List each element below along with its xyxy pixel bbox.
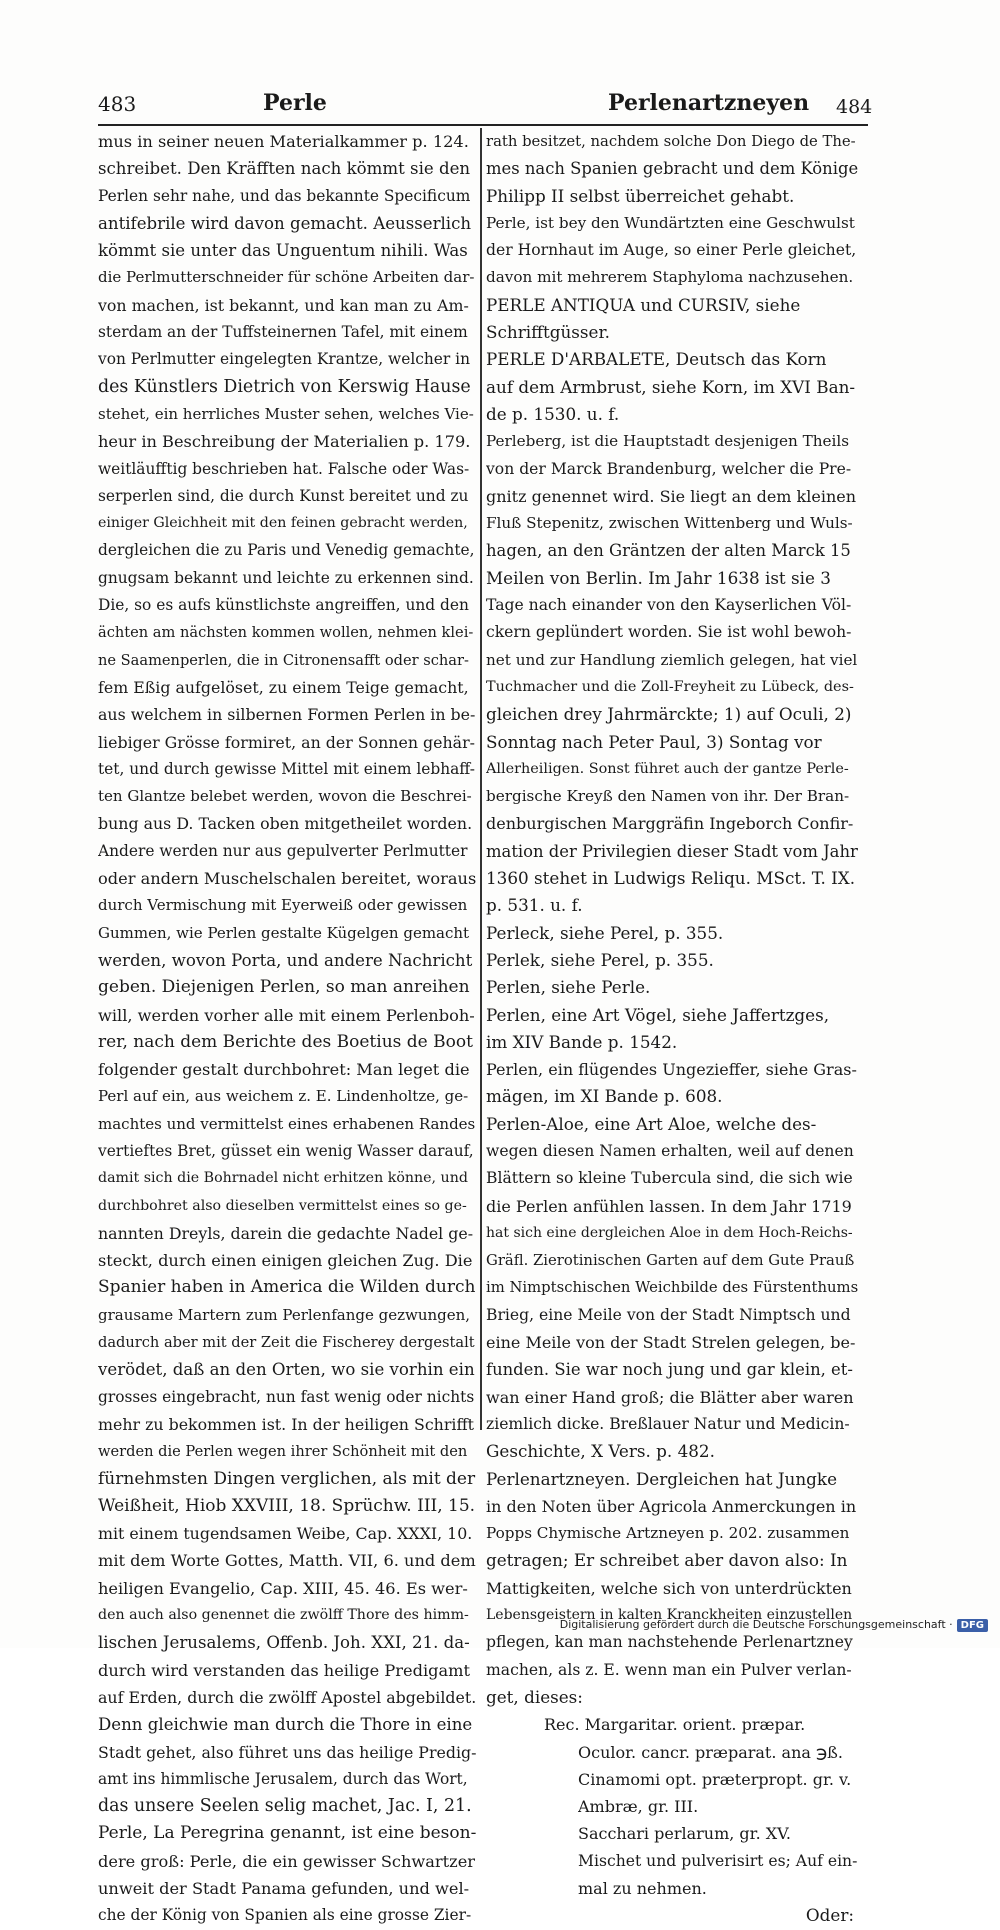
text-line: werden die Perlen wegen ihrer Schönheit mit den bbox=[98, 1443, 468, 1461]
text-line: mit einem tugendsamen Weibe, Cap. XXXI, 10. bbox=[98, 1524, 473, 1544]
text-line: dere groß: Perle, die ein gewisser Schwartzer bbox=[98, 1851, 476, 1871]
text-line: 1360 stehet in Ludwigs Reliqu. MSct. T. IX. bbox=[486, 868, 856, 889]
text-line: heiligen Evangelio, Cap. XIII, 45. 46. Es wer- bbox=[98, 1578, 468, 1598]
text-line: vertieftes Bret, güsset ein wenig Wasser darauf, bbox=[98, 1141, 474, 1160]
text-line: machen, als z. E. wenn man ein Pulver verlan- bbox=[486, 1660, 852, 1679]
text-line: stehet, ein herrliches Muster sehen, welches Vie- bbox=[98, 404, 474, 423]
text-line: Perlek, siehe Perel, p. 355. bbox=[486, 949, 714, 970]
text-line: folgender gestalt durchbohret: Man leget die bbox=[98, 1060, 470, 1080]
closing-line: Mischet und pulverisirt es; Auf ein- bbox=[578, 1851, 858, 1870]
text-line: Allerheiligen. Sonst führet auch der gantze Perle- bbox=[486, 760, 849, 777]
text-line: Weißheit, Hiob XXVIII, 18. Sprüchw. III, 15. bbox=[98, 1495, 476, 1516]
text-line: ten Glantze belebet werden, wovon die Beschrei- bbox=[98, 787, 472, 806]
text-line: im XIV Bande p. 1542. bbox=[486, 1031, 678, 1052]
text-line: Lebensgeistern in kalten Kranckheiten einzustellen bbox=[486, 1607, 853, 1624]
text-line: liebiger Grösse formiret, an der Sonnen gehär- bbox=[98, 732, 475, 752]
text-line: mehr zu bekommen ist. In der heiligen Schrifft bbox=[98, 1414, 475, 1434]
text-line: hagen, an den Gräntzen der alten Marck 15 bbox=[486, 541, 851, 561]
text-line: pflegen, kan man nachstehende Perlenartzney bbox=[486, 1633, 853, 1652]
header-rule bbox=[98, 124, 868, 126]
page-number-left: 483 bbox=[98, 92, 137, 116]
text-line: mation der Privilegien dieser Stadt vom Jahr bbox=[486, 841, 858, 861]
text-line: auf dem Armbrust, siehe Korn, im XVI Ban- bbox=[486, 376, 856, 397]
text-line: die Perlen anfühlen lassen. In dem Jahr 1719 bbox=[486, 1196, 852, 1216]
text-line: Perleck, siehe Perel, p. 355. bbox=[486, 922, 724, 943]
text-line: Geschichte, X Vers. p. 482. bbox=[486, 1441, 715, 1462]
text-line: grausame Martern zum Perlenfange gezwungen, bbox=[98, 1305, 471, 1324]
recipe-line: Rec. Margaritar. orient. præpar. bbox=[544, 1715, 806, 1735]
text-line: Perl auf ein, aus weichem z. E. Lindenholtze, ge- bbox=[98, 1087, 469, 1106]
text-line: bung aus D. Tacken oben mitgetheilet worden. bbox=[98, 814, 473, 834]
footer-text: Digitalisierung gefördert durch die Deutsche Forschungsgemeinschaft · bbox=[559, 1618, 953, 1631]
text-line: hat sich eine dergleichen Aloe in dem Hoch-Reichs- bbox=[486, 1224, 853, 1241]
text-line: kömmt sie unter das Unguentum nihili. Was bbox=[98, 241, 468, 261]
text-line: steckt, durch einen einigen gleichen Zug. Die bbox=[98, 1251, 473, 1271]
text-line: oder andern Muschelschalen bereitet, woraus bbox=[98, 869, 476, 889]
text-line: Blättern so kleine Tubercula sind, die sich wie bbox=[486, 1169, 853, 1188]
text-line: Philipp II selbst überreichet gehabt. bbox=[486, 185, 795, 206]
text-line: Popps Chymische Artzneyen p. 202. zusammen bbox=[486, 1524, 850, 1543]
text-line: Gummen, wie Perlen gestalte Kügelgen gemacht bbox=[98, 923, 470, 942]
running-title-right: Perlenartzneyen bbox=[608, 90, 810, 116]
text-line: ziemlich dicke. Breßlauer Natur und Medicin- bbox=[486, 1414, 850, 1433]
text-line: Gräfl. Zierotinischen Garten auf dem Gute Prauß bbox=[486, 1252, 855, 1270]
text-line: amt ins himmlische Jerusalem, durch das Wort, bbox=[98, 1769, 468, 1788]
text-line: Perlenartzneyen. Dergleichen hat Jungke bbox=[486, 1468, 838, 1489]
text-line: in den Noten über Agricola Anmerckungen in bbox=[486, 1496, 857, 1516]
text-line: fürnehmsten Dingen verglichen, als mit der bbox=[98, 1468, 476, 1489]
text-line: Fluß Stepenitz, zwischen Wittenberg und Wuls- bbox=[486, 514, 853, 533]
closing-line: mal zu nehmen. bbox=[578, 1879, 707, 1898]
text-line: mägen, im XI Bande p. 608. bbox=[486, 1086, 723, 1107]
text-line: funden. Sie war noch jung und gar klein, et- bbox=[486, 1360, 853, 1380]
text-line: mes nach Spanien gebracht und dem Könige bbox=[486, 159, 858, 179]
page-number-right: 484 bbox=[836, 96, 873, 118]
text-line: Sonntag nach Peter Paul, 3) Sontag vor bbox=[486, 731, 822, 752]
text-line: durchbohret also dieselben vermittelst eines so ge- bbox=[98, 1197, 467, 1214]
text-line: p. 531. u. f. bbox=[486, 895, 583, 916]
text-line: von machen, ist bekannt, und kan man zu Am- bbox=[98, 295, 469, 315]
text-line: geben. Diejenigen Perlen, so man anreihen bbox=[98, 977, 470, 998]
text-line: das unsere Seelen selig machet, Jac. I, 21. bbox=[98, 1796, 472, 1817]
text-line: Die, so es aufs künstlichste angreiffen, und den bbox=[98, 596, 469, 615]
text-line: Perle, La Peregrina genannt, ist eine beson- bbox=[98, 1823, 476, 1844]
text-line: rath besitzet, nachdem solche Don Diego de The- bbox=[486, 133, 856, 150]
text-line: durch wird verstanden das heilige Predigamt bbox=[98, 1660, 471, 1680]
text-line: gnugsam bekannt und leichte zu erkennen sind. bbox=[98, 568, 474, 587]
text-line: der Hornhaut im Auge, so einer Perle gleichet, bbox=[486, 241, 857, 260]
text-line: get, dieses: bbox=[486, 1686, 583, 1707]
text-line: davon mit mehrerem Staphyloma nachzusehen. bbox=[486, 268, 854, 287]
text-line: aus welchem in silbernen Formen Perlen in be- bbox=[98, 705, 476, 725]
recipe-line: Cinamomi opt. præterpropt. gr. v. bbox=[578, 1769, 852, 1789]
dfg-logo: DFG bbox=[957, 1619, 988, 1632]
text-line: einiger Gleichheit mit den feinen gebracht werden, bbox=[98, 515, 468, 532]
text-line: will, werden vorher alle mit einem Perlenboh- bbox=[98, 1005, 475, 1025]
catchword: Oder: bbox=[805, 1905, 854, 1926]
text-line: auf Erden, durch die zwölff Apostel abgebildet. bbox=[98, 1687, 476, 1707]
text-line: verödet, daß an den Orten, wo sie vorhin ein bbox=[98, 1360, 475, 1380]
text-line: Spanier haben in America die Wilden durch bbox=[98, 1277, 476, 1298]
text-line: Perle, ist bey den Wundärtzten eine Geschwulst bbox=[486, 213, 855, 232]
text-line: gnitz genennet wird. Sie liegt an dem kleinen bbox=[486, 486, 857, 506]
text-line: gleichen drey Jahrmärckte; 1) auf Oculi, 2) bbox=[486, 704, 852, 725]
text-line: damit sich die Bohrnadel nicht erhitzen könne, und bbox=[98, 1170, 468, 1187]
text-line: Perlen sehr nahe, und das bekannte Specificum bbox=[98, 186, 471, 205]
text-line: unweit der Stadt Panama gefunden, und wel- bbox=[98, 1879, 470, 1898]
text-line: net und zur Handlung ziemlich gelegen, hat viel bbox=[486, 650, 858, 669]
text-line: denburgischen Marggräfin Ingeborch Confir- bbox=[486, 814, 854, 834]
text-line: che der König von Spanien als eine grosse Zier- bbox=[98, 1906, 472, 1925]
text-line: rer, nach dem Berichte des Boetius de Boot bbox=[98, 1031, 473, 1052]
text-line: Andere werden nur aus gepulverter Perlmutter bbox=[98, 841, 468, 860]
text-line: ckern geplündert worden. Sie ist wohl bewoh- bbox=[486, 623, 852, 642]
text-line: ächten am nächsten kommen wollen, nehmen klei- bbox=[98, 624, 474, 642]
text-line: Tuchmacher und die Zoll-Freyheit zu Lübeck, des- bbox=[486, 678, 854, 695]
digitization-credit bbox=[560, 1618, 988, 1632]
text-line: Perleberg, ist die Hauptstadt desjenigen Theils bbox=[486, 432, 850, 451]
text-line: des Künstlers Dietrich von Kerswig Hause bbox=[98, 376, 471, 397]
text-line: von der Marck Brandenburg, welcher die Pre- bbox=[486, 459, 852, 478]
text-line: getragen; Er schreibet aber davon also: In bbox=[486, 1550, 848, 1571]
text-line: Stadt gehet, also führet uns das heilige Predig- bbox=[98, 1742, 476, 1762]
text-line: sterdam an der Tuffsteinernen Tafel, mit einem bbox=[98, 323, 468, 342]
text-line: dadurch aber mit der Zeit die Fischerey dergestalt bbox=[98, 1334, 475, 1352]
column-divider bbox=[480, 128, 482, 1430]
text-line: Schrifftgüsser. bbox=[486, 322, 610, 343]
text-line: lischen Jerusalems, Offenb. Joh. XXI, 21. da- bbox=[98, 1633, 470, 1653]
running-title-left: Perle bbox=[263, 90, 327, 116]
text-line: im Nimptschischen Weichbilde des Fürstenthums bbox=[486, 1279, 858, 1297]
text-line: Perlen-Aloe, eine Art Aloe, welche des- bbox=[486, 1113, 817, 1134]
text-line: grosses eingebracht, nun fast wenig oder nichts bbox=[98, 1387, 475, 1406]
text-line: werden, wovon Porta, und andere Nachricht bbox=[98, 950, 473, 970]
text-line: PERLE D'ARBALETE, Deutsch das Korn bbox=[486, 349, 827, 370]
text-line: weitläufftig beschrieben hat. Falsche oder Was- bbox=[98, 459, 470, 478]
text-line: Perlen, eine Art Vögel, siehe Jaffertzges, bbox=[486, 1004, 830, 1025]
text-line: Mattigkeiten, welche sich von unterdrückten bbox=[486, 1578, 852, 1598]
text-line: durch Vermischung mit Eyerweiß oder gewissen bbox=[98, 896, 468, 915]
text-line: fem Eßig aufgelöset, zu einem Teige gemacht, bbox=[98, 677, 469, 697]
text-line: Perlen, siehe Perle. bbox=[486, 977, 651, 998]
text-line: antifebrile wird davon gemacht. Aeusserlich bbox=[98, 213, 472, 233]
text-line: serperlen sind, die durch Kunst bereitet und zu bbox=[98, 486, 469, 505]
text-line: eine Meile von der Stadt Strelen gelegen, be- bbox=[486, 1333, 856, 1353]
text-line: de p. 1530. u. f. bbox=[486, 403, 620, 424]
text-line: dergleichen die zu Paris und Venedig gemachte, bbox=[98, 541, 475, 560]
text-line: Perlen, ein flügendes Ungezieffer, siehe Gras- bbox=[486, 1060, 857, 1080]
text-line: mus in seiner neuen Materialkammer p. 124. bbox=[98, 132, 469, 151]
text-line: ne Saamenperlen, die in Citronensafft oder schar- bbox=[98, 651, 469, 669]
text-line: bergische Kreyß den Namen von ihr. Der Bran- bbox=[486, 787, 850, 806]
text-line: nannten Dreyls, darein die gedachte Nadel ge- bbox=[98, 1223, 474, 1243]
text-line: machtes und vermittelst eines erhabenen Randes bbox=[98, 1114, 476, 1133]
text-line: heur in Beschreibung der Materialien p. 179. bbox=[98, 432, 471, 452]
text-line: wegen diesen Namen erhalten, weil auf denen bbox=[486, 1141, 854, 1160]
text-line: tet, und durch gewisse Mittel mit einem lebhaff- bbox=[98, 759, 475, 778]
text-line: Tage nach einander von den Kayserlichen Völ- bbox=[486, 596, 852, 615]
text-line: PERLE ANTIQUA und CURSIV, siehe bbox=[486, 294, 801, 315]
text-line: Meilen von Berlin. Im Jahr 1638 ist sie 3 bbox=[486, 567, 831, 588]
text-line: wan einer Hand groß; die Blätter aber waren bbox=[486, 1387, 854, 1407]
left-column bbox=[98, 128, 476, 1930]
recipe-line: Sacchari perlarum, gr. XV. bbox=[578, 1824, 791, 1844]
text-line: mit dem Worte Gottes, Matth. VII, 6. und dem bbox=[98, 1551, 476, 1571]
recipe-line: Oculor. cancr. præparat. ana ℈ß. bbox=[578, 1742, 843, 1762]
page-header bbox=[98, 90, 873, 128]
text-line: die Perlmutterschneider für schöne Arbeiten dar- bbox=[98, 268, 475, 287]
recipe-line: Ambræ, gr. III. bbox=[578, 1797, 699, 1817]
text-line: Brieg, eine Meile von der Stadt Nimptsch und bbox=[486, 1305, 851, 1324]
text-line: von Perlmutter eingelegten Krantze, welcher in bbox=[98, 350, 470, 369]
text-line: schreibet. Den Kräfften nach kömmt sie den bbox=[98, 159, 471, 179]
text-line: den auch also genennet die zwölff Thore des himm- bbox=[98, 1607, 469, 1624]
text-line: Denn gleichwie man durch die Thore in eine bbox=[98, 1715, 473, 1735]
right-column bbox=[486, 128, 858, 1930]
